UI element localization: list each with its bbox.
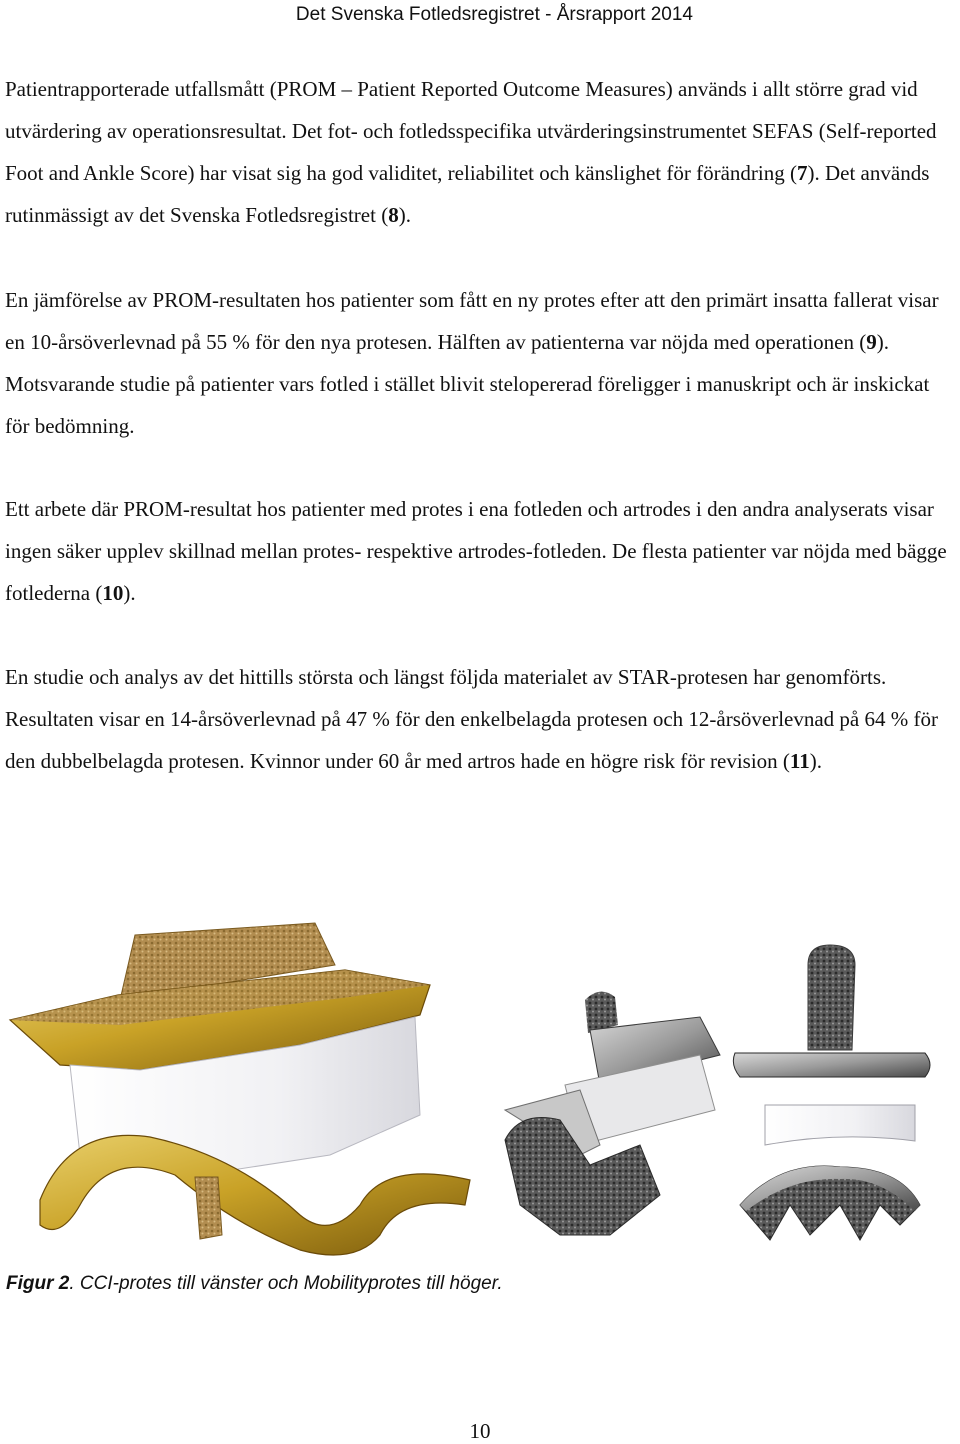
text: Ett arbete där PROM-resultat hos patienter med protes i ena fotleden och artrodes i den andra analyserats visar ingen säker upplev skillnad mellan protes- respektive artrodes-fotleden. De flesta patienter var nöjda med bägge fotlederna (: [5, 497, 947, 605]
running-header: Det Svenska Fotledsregistret - Årsrapport 2014: [295, 4, 693, 25]
cci-prosthesis: [10, 923, 470, 1255]
paragraph-revision-prom: [5, 279, 959, 447]
text: ). Det används rutinmässigt av det Svenska Fotledsregistret (: [5, 161, 930, 227]
text: ). Motsvarande studie på patienter vars fotled i stället blivit stelopererad föreligger i manuskript och är inskickat för bedömning.: [5, 330, 930, 438]
text: En jämförelse av PROM-resultaten hos patienter som fått en ny protes efter att den primärt insatta fallerat visar en 10-årsöverlevnad på 55 % för den nya protesen. Hälften av patienterna var nöjda med operationen (: [5, 288, 939, 354]
figure-caption: [6, 1273, 503, 1295]
reference: 7: [796, 161, 808, 185]
prosthesis-figure: [0, 905, 960, 1265]
paragraph-prom-sefas: [5, 68, 959, 236]
reference: 9: [866, 330, 877, 354]
reference: 10: [102, 581, 124, 605]
paragraph-star-protes: [5, 656, 959, 782]
paragraph-protes-artrodes: [5, 488, 959, 614]
text: Patientrapporterade utfallsmått (PROM – Patient Reported Outcome Measures) används i allt större grad vid utvärdering av operationsresultat. Det fot- och fotledsspecifika utvärderingsinstrumentet SEFAS (Self-reported Foot and Ankle Score) har visat sig ha god validitet, reliabilitet och känslighet för förändring (: [5, 77, 937, 185]
text: ).: [809, 749, 823, 773]
text: ).: [123, 581, 136, 605]
figure-caption-text: . CCI-protes till vänster och Mobilityprotes till höger.: [69, 1273, 503, 1294]
page-number: 10: [469, 1419, 491, 1443]
text: ).: [398, 203, 411, 227]
mobility-prosthesis-angled: [505, 992, 720, 1235]
text: En studie och analys av det hittills största och längst följda materialet av STAR-protesen har genomförts. Resultaten visar en 14-årsöverlevnad på 47 % för den enkelbelagda protesen och 12-årsöverlevnad på 64 % för den dubbelbelagda protesen. Kvinnor under 60 år med artros hade en högre risk för revision (: [5, 665, 938, 773]
mobility-prosthesis-exploded: [733, 945, 930, 1240]
figure-label: Figur 2: [6, 1273, 70, 1294]
reference: 8: [388, 203, 399, 227]
reference: 11: [789, 749, 810, 773]
